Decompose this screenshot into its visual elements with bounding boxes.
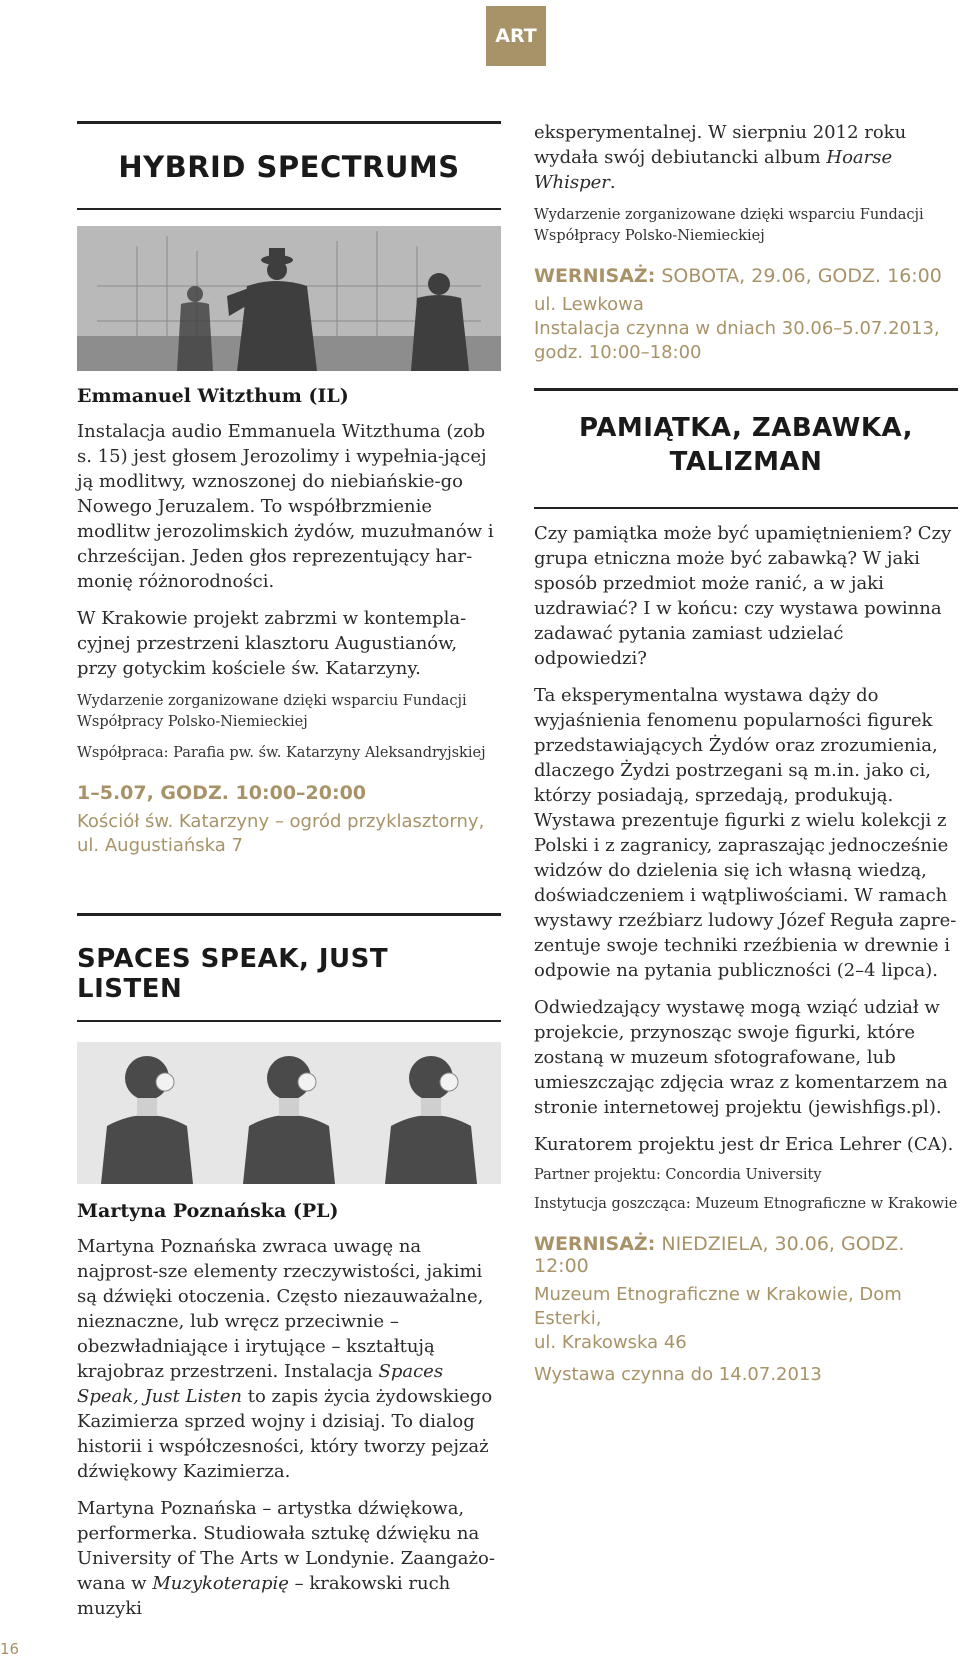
page-number: 16 bbox=[0, 1640, 20, 1658]
italic-title: Muzykoterapię bbox=[152, 1573, 289, 1594]
italic-title: Spaces Speak, Just Listen bbox=[77, 1361, 444, 1407]
description-paragraph: Instalacja audio Emmanuela Witzthuma (zob s. 15) jest głosem Jerozolimy i wypełnia-jącej ją modlitwy, wznoszonej do niebiańskie-go Nowego Jeruzalem. To współbrzmienie modlitw jerozolimskich żydów, muzułmanów i chrześcijan. Jeden głos reprezentujący har-monię różnorodności. bbox=[77, 421, 494, 592]
title-divider bbox=[534, 507, 958, 509]
text-span: Martyna Poznańska – artystka dźwiękowa, performerka. Studiowała sztukę dźwięku na University of The Arts w Londynie. Zaangażo-wana w bbox=[77, 1498, 495, 1594]
section-divider bbox=[77, 913, 501, 916]
artist-name: Emmanuel Witzthum (IL) bbox=[77, 385, 349, 407]
location-line: ul. Krakowska 46 bbox=[534, 1332, 687, 1353]
description-paragraph bbox=[77, 1234, 501, 1484]
location-line: Kościół św. Katarzyny – ogród przyklasztorny, bbox=[77, 811, 485, 832]
text-span: eksperymentalnej. W sierpniu 2012 roku wydała swój debiutancki album bbox=[534, 122, 907, 168]
location-line: Instalacja czynna w dniach 30.06–5.07.2013, godz. 10:00–18:00 bbox=[534, 318, 940, 363]
event-location bbox=[77, 810, 501, 858]
article-title: SPACES SPEAK, JUST LISTEN bbox=[77, 944, 389, 1004]
section-divider bbox=[534, 388, 958, 391]
description-paragraph: Odwiedzający wystawę mogą wziąć udział w projekcie, przynosząc swoje figurki, które zostaną w muzeum sfotografowane, lub umieszczając zdjęcia wraz z komentarzem na stronie internetowej projektu (jewishfigs.pl). bbox=[534, 997, 948, 1118]
cooperation-note: Współpraca: Parafia pw. św. Katarzyny Aleksandryjskiej bbox=[77, 745, 486, 761]
artist-photo bbox=[77, 1042, 501, 1184]
event-dates: 1–5.07, GODZ. 10:00–20:00 bbox=[77, 782, 367, 804]
silhouettes-photo-icon bbox=[77, 226, 501, 371]
title-divider bbox=[77, 208, 501, 210]
installation-photo bbox=[77, 226, 501, 371]
vernissage-value: SOBOTA, 29.06, GODZ. 16:00 bbox=[655, 265, 942, 287]
hybrid-spectrums-section bbox=[77, 121, 501, 858]
article-title bbox=[534, 411, 958, 479]
description-paragraph bbox=[534, 120, 958, 195]
text-span: Martyna Poznańska zwraca uwagę na najprost-sze elementy rzeczywistości, jakimi są dźwięki otoczenia. Często niezauważalne, nieznaczne, lub wręcz przeciwnie – obezwładniające i irytujące – kształtują krajobraz przestrzeni. Instalacja bbox=[77, 1236, 484, 1382]
artist-name: Martyna Poznańska (PL) bbox=[77, 1200, 339, 1222]
title-divider bbox=[77, 1020, 501, 1022]
description-paragraph: W Krakowie projekt zabrzmi w kontempla-cyjnej przestrzeni klasztoru Augustianów, przy gotyckim kościele św. Katarzyny. bbox=[77, 608, 467, 679]
description-paragraph: Czy pamiątka może być upamiętnieniem? Czy grupa etniczna może być zabawką? W jaki sposób przedmiot może ranić, a w jaki uzdrawiać? I w końcu: czy wystawa powinna zadawać pytania zamiast udzielać odpowiedzi? bbox=[534, 523, 952, 669]
exhibition-until: Wystawa czynna do 14.07.2013 bbox=[534, 1364, 822, 1385]
italic-title: Hoarse Whisper bbox=[534, 147, 893, 193]
spaces-speak-section bbox=[77, 913, 501, 1621]
section-divider bbox=[77, 121, 501, 124]
article-title: HYBRID SPECTRUMS bbox=[118, 150, 460, 184]
vernissage-label: WERNISAŻ: bbox=[534, 1233, 656, 1255]
title-line: TALIZMAN bbox=[669, 447, 823, 477]
event-location bbox=[534, 1283, 958, 1355]
section-badge: ART bbox=[486, 6, 546, 66]
text-span: – krakowski ruch muzyki bbox=[77, 1573, 451, 1619]
headphones-portrait-icon bbox=[77, 1042, 501, 1184]
curator-paragraph: Kuratorem projektu jest dr Erica Lehrer (CA). bbox=[534, 1134, 954, 1155]
vernissage-date bbox=[534, 1233, 958, 1277]
location-line: ul. Lewkowa bbox=[534, 294, 644, 315]
support-note: Wydarzenie zorganizowane dzięki wsparciu Fundacji Współpracy Polsko-Niemieckiej bbox=[77, 693, 467, 730]
location-line: Muzeum Etnograficzne w Krakowie, Dom Esterki, bbox=[534, 1284, 902, 1329]
host-note: Instytucja goszcząca: Muzeum Etnograficzne w Krakowie bbox=[534, 1196, 958, 1212]
continued-article bbox=[534, 120, 958, 365]
support-note: Wydarzenie zorganizowane dzięki wsparciu Fundacji Współpracy Polsko-Niemieckiej bbox=[534, 207, 924, 244]
pamiatka-section bbox=[534, 388, 958, 1387]
text-span: to zapis życia żydowskiego Kazimierza sprzed wojny i dzisiaj. To dialog historii i współczesności, który tworzy pejzaż dźwiękowy Kazimierza. bbox=[77, 1386, 493, 1482]
vernissage-label: WERNISAŻ: bbox=[534, 265, 656, 287]
partner-note: Partner projektu: Concordia University bbox=[534, 1167, 822, 1183]
description-paragraph bbox=[77, 1496, 501, 1621]
location-line: ul. Augustiańska 7 bbox=[77, 835, 243, 856]
title-line: PAMIĄTKA, ZABAWKA, bbox=[579, 413, 913, 443]
text-span: . bbox=[609, 172, 616, 193]
event-location bbox=[534, 293, 958, 365]
description-paragraph: Ta eksperymentalna wystawa dąży do wyjaśnienia fenomenu popularności figurek przedstawiających Żydów oraz zrozumienia, dlaczego Żydzi postrzegani są m.in. jako ci, którzy posiadają, sprzedają, produkują. Wystawa prezentuje figurki z wielu kolekcji z Polski i z zagranicy, zapraszając jednocześnie widzów do dzielenia się ich własną wiedzą, doświadczeniem i wątpliwościami. W ramach wystawy rzeźbiarz ludowy Józef Reguła zapre-zentuje swoje techniki rzeźbienia w drewnie i odpowie na pytania publiczności (2–4 lipca). bbox=[534, 685, 957, 981]
vernissage-value: NIEDZIELA, 30.06, GODZ. 12:00 bbox=[534, 1233, 905, 1277]
vernissage-date bbox=[534, 265, 958, 287]
